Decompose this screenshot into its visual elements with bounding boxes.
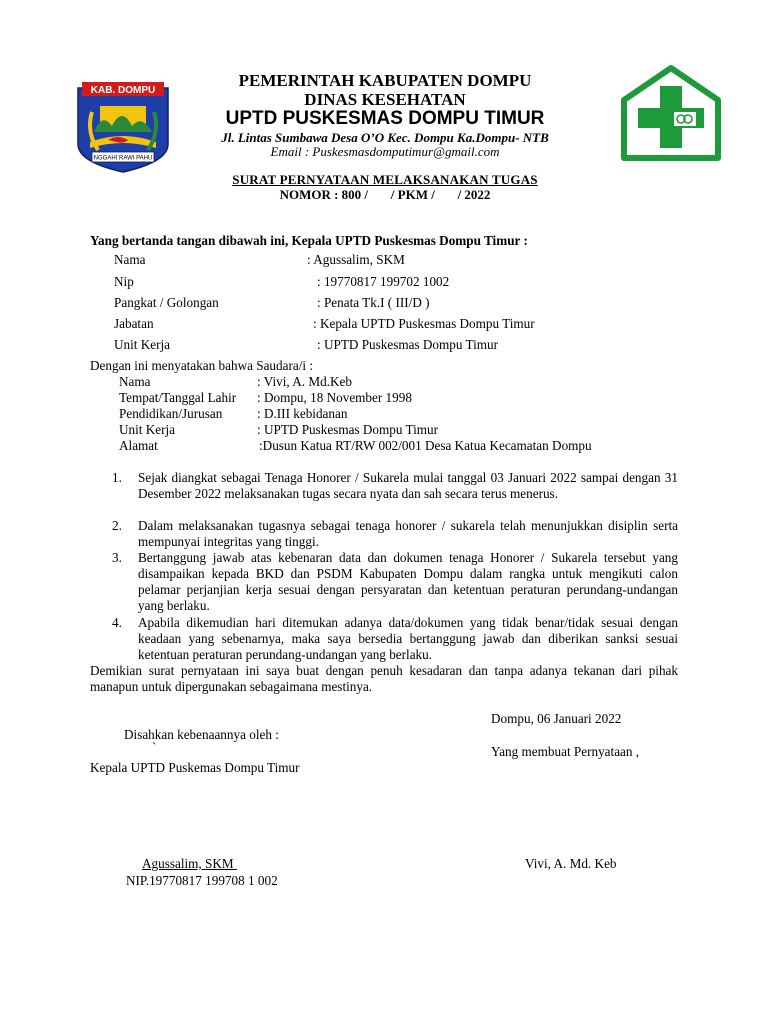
signer-label: Nip [114,274,134,289]
approver-title: Kepala UPTD Puskemas Dompu Timur [90,760,300,775]
list-item-text: Dalam melaksanakan tugasnya sebagai tenaga honorer / sukarela telah menunjukkan disiplin serta mempunyai integritas yang tinggi. [138,518,678,549]
declare-intro: Dengan ini menyatakan bahwa Saudara/i : [90,358,314,373]
list-item [90,615,678,663]
document-number: NOMOR : 800 / / PKM / / 2022 [279,187,491,202]
closing-paragraph: Demikian surat pernyataan ini saya buat dengan penuh kesadaran dan tanpa adanya tekanan dari pihak manapun untuk dipergunakan sebagaimana mestinya. [90,663,678,694]
subject-label: Tempat/Tanggal Lahir [119,390,237,405]
place-date: Dompu, 06 Januari 2022 [491,711,622,726]
letterhead-line-1: PEMERINTAH KABUPATEN DOMPU [238,71,532,90]
subject-value: : UPTD Puskesmas Dompu Timur [257,422,438,437]
statement-list [90,470,678,660]
signer-value: : 19770817 199702 1002 [317,274,450,289]
list-item-text: Sejak diangkat sebagai Tenaga Honorer / Sukarela mulai tanggal 03 Januari 2022 sampai dengan 31 Desember 2022 melaksanakan tugas secara nyata dan sah secara terus menerus. [138,470,678,501]
subject-label: Unit Kerja [119,422,176,437]
list-item-number: 2. [112,518,122,533]
signer-label: Pangkat / Golongan [114,295,219,310]
list-item [90,550,678,614]
list-item-number: 3. [112,550,122,565]
list-item-number: 4. [112,615,122,630]
list-item-text: Bertanggung jawab atas kebenaran data dan dokumen tenaga Honorer / Sukarela tersebut yang disampaikan kepada BKD dan PSDM Kabupaten Dompu dalam rangka untuk mengikuti calon pelamar perjanjian kerja sesuai dengan persyaratan dan ketentuan peraturan perundang-undangan yang berlaku. [138,550,678,613]
list-item [90,470,678,502]
signer-label: Jabatan [114,316,154,331]
approver-nip: NIP.19770817 199708 1 002 [126,873,278,888]
intro-text: Yang bertanda tangan dibawah ini, Kepala UPTD Puskesmas Dompu Timur : [90,233,528,248]
subject-label: Alamat [119,438,158,453]
stray-mark: ` [152,740,157,755]
document-title: SURAT PERNYATAAN MELAKSANAKAN TUGAS [232,172,538,187]
subject-value: :Dusun Katua RT/RW 002/001 Desa Katua Kecamatan Dompu [259,438,592,453]
regency-emblem-icon [72,82,174,174]
letterhead-line-3: UPTD PUSKESMAS DOMPU TIMUR [225,108,545,129]
subject-value: : Vivi, A. Md.Keb [257,374,352,389]
subject-value: : D.III kebidanan [257,406,348,421]
approval-label: Disahkan kebenaannya oleh : [124,727,279,742]
list-item-text: Apabila dikemudian hari ditemukan adanya data/dokumen yang tidak benar/tidak sesuai dengan keadaan yang sebenarnya, maka saya bersedia bertanggung jawab dan diberikan sanksi sesuai ketentuan peraturan perundang-undangan yang berlaku. [138,615,678,662]
approver-name: Agussalim, SKM [142,856,237,871]
letterhead-email: Email : Puskesmasdomputimur@gmail.com [270,144,500,159]
subject-label: Pendidikan/Jurusan [119,406,223,421]
subject-label: Nama [119,374,151,389]
list-item-number: 1. [112,470,122,485]
signer-value: : Kepala UPTD Puskesmas Dompu Timur [313,316,535,331]
letterhead-address: Jl. Lintas Sumbawa Desa O’O Kec. Dompu Ka.Dompu- NTB [221,130,549,145]
emblem-motto-text: NGGAHI RAWI PAHU [93,155,153,162]
emblem-banner-text: KAB. DOMPU [90,85,156,96]
signer-label: Nama [114,252,146,267]
signer-value: : Agussalim, SKM [307,252,405,267]
list-item [90,518,678,550]
signer-value: : Penata Tk.I ( III/D ) [317,295,430,310]
letterhead-line-2: DINAS KESEHATAN [304,90,466,109]
declarant-label: Yang membuat Pernyataan , [491,744,640,759]
signer-value: : UPTD Puskesmas Dompu Timur [317,337,498,352]
declarant-name: Vivi, A. Md. Keb [525,856,617,871]
puskesmas-logo-icon [620,64,722,164]
signer-label: Unit Kerja [114,337,171,352]
subject-value: : Dompu, 18 November 1998 [257,390,412,405]
